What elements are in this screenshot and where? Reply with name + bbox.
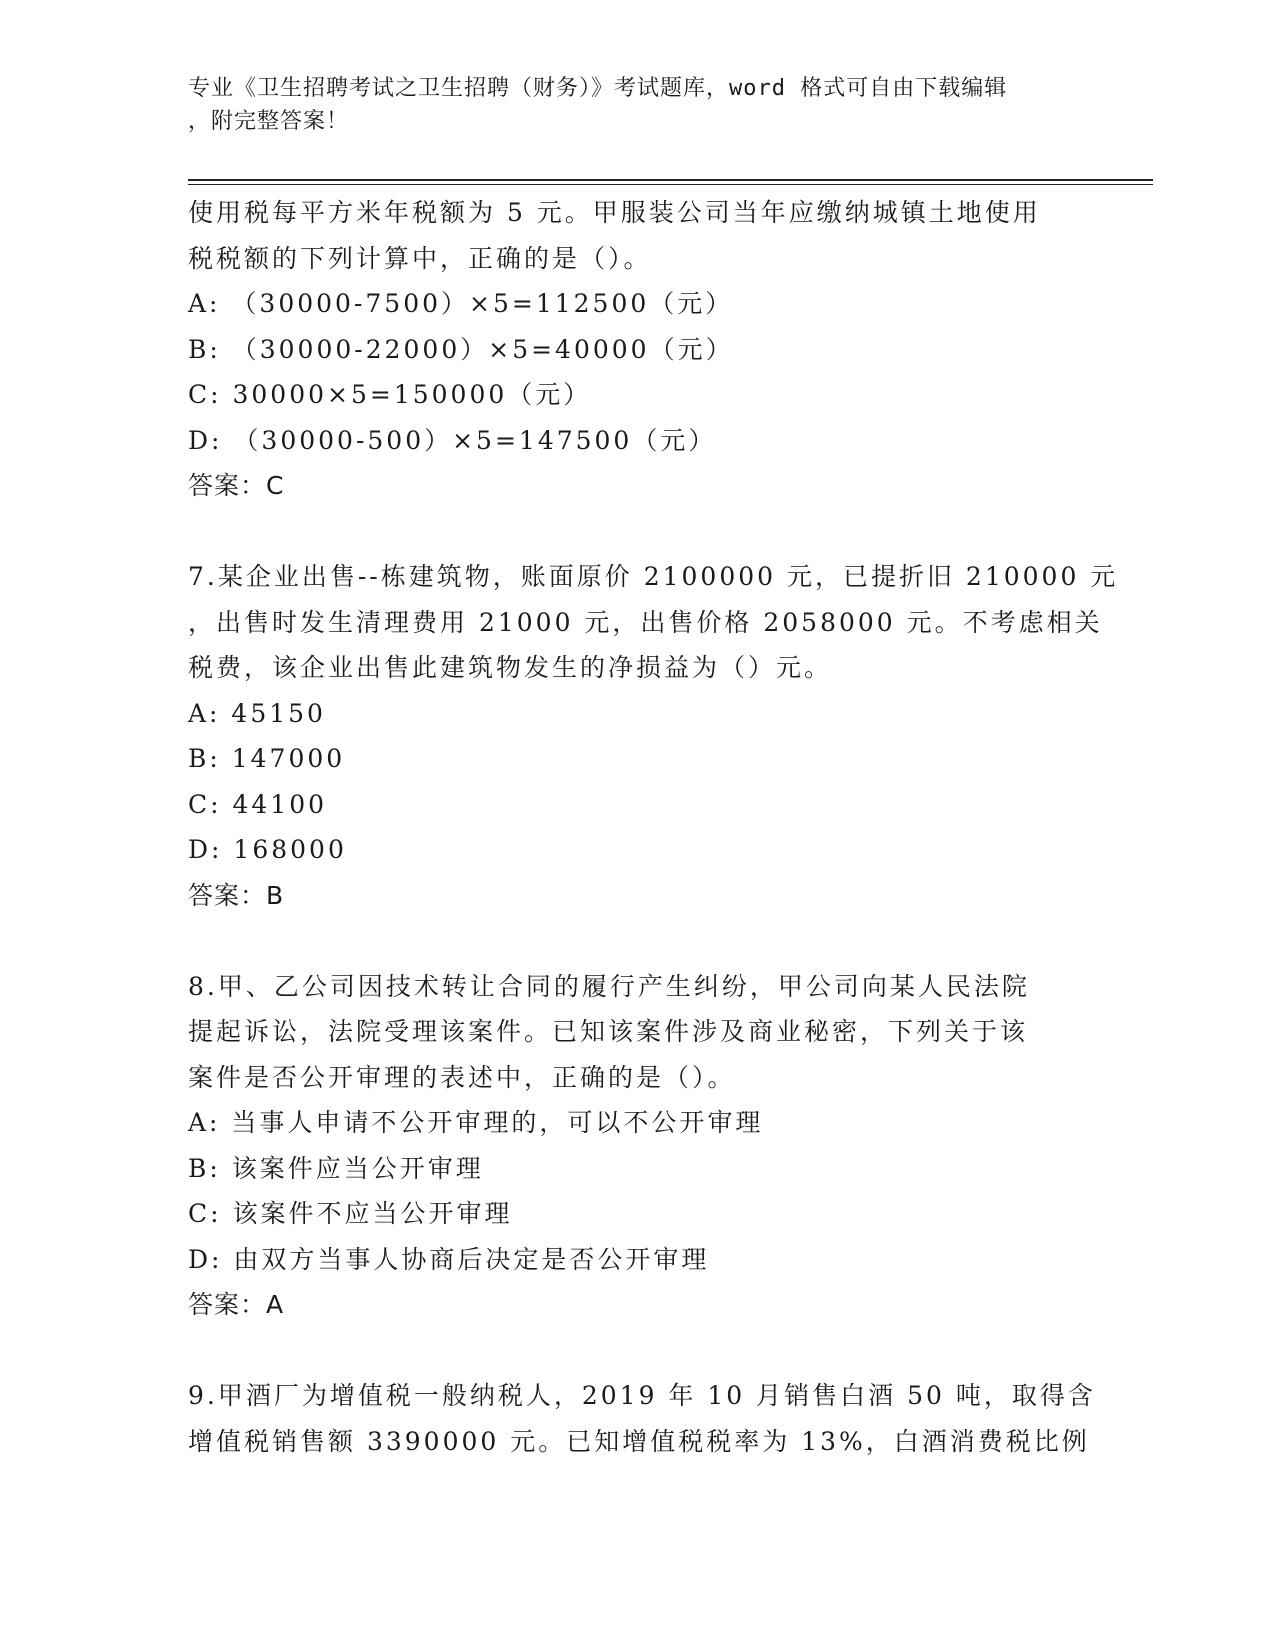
header-divider-thick [188, 179, 1153, 181]
document-header [188, 72, 1088, 138]
header-line-2: ，附完整答案！ [188, 109, 350, 134]
spacer [188, 918, 1088, 964]
question-text-line: 税费，该企业出售此建筑物发生的净损益为（）元。 [188, 653, 833, 682]
option-d: D: 168000 [188, 835, 347, 864]
question-text-line: 使用税每平方米年税额为 5 元。甲服装公司当年应缴纳城镇土地使用 [188, 198, 1041, 227]
document-body [188, 190, 1119, 1464]
header-line-1: 专业《卫生招聘考试之卫生招聘（财务）》考试题库，word 格式可自由下载编辑 [188, 76, 1008, 101]
question-text-line: ，出售时发生清理费用 21000 元，出售价格 2058000 元。不考虑相关 [188, 607, 1103, 637]
question-text-line: 7.某企业出售--栋建筑物，账面原价 2100000 元，已提折旧 210000 元 [188, 562, 1119, 591]
answer-line: 答案：A [188, 1290, 285, 1319]
option-d: D: 由双方当事人协商后决定是否公开审理 [188, 1244, 710, 1274]
option-a: A: 当事人申请不公开审理的，可以不公开审理 [188, 1108, 764, 1137]
question-8 [188, 964, 1088, 1328]
spacer [188, 1328, 1088, 1374]
option-a: A: 45150 [188, 698, 326, 728]
question-text-line: 案件是否公开审理的表述中，正确的是（）。 [188, 1062, 736, 1092]
option-b: B: 该案件应当公开审理 [188, 1153, 484, 1183]
question-text-line: 增值税销售额 3390000 元。已知增值税税率为 13%，白酒消费税比例 [188, 1426, 1090, 1456]
question-text-line: 税税额的下列计算中，正确的是（）。 [188, 243, 652, 273]
option-b: B: （30000-22000）×5=40000（元） [188, 334, 734, 364]
option-b: B: 147000 [188, 744, 346, 773]
question-text-line: 提起诉讼，法院受理该案件。已知该案件涉及商业秘密，下列关于该 [188, 1017, 1029, 1046]
option-c: C: 30000×5=150000（元） [188, 380, 592, 409]
question-9 [188, 1373, 1096, 1464]
option-d: D: （30000-500）×5=147500（元） [188, 425, 717, 455]
option-a: A: （30000-7500）×5=112500（元） [188, 289, 734, 318]
header-divider-thin [188, 184, 1153, 185]
option-c: C: 44100 [188, 789, 328, 819]
answer-line: 答案：B [188, 880, 285, 910]
option-c: C: 该案件不应当公开审理 [188, 1199, 513, 1228]
answer-line: 答案：C [188, 471, 285, 500]
question-7 [188, 554, 1119, 918]
question-6-tail [188, 190, 1088, 509]
spacer [188, 509, 1088, 555]
question-text-line: 9.甲酒厂为增值税一般纳税人，2019 年 10 月销售白酒 50 吨，取得含 [188, 1381, 1096, 1410]
question-text-line: 8.甲、乙公司因技术转让合同的履行产生纠纷，甲公司向某人民法院 [188, 971, 1030, 1001]
